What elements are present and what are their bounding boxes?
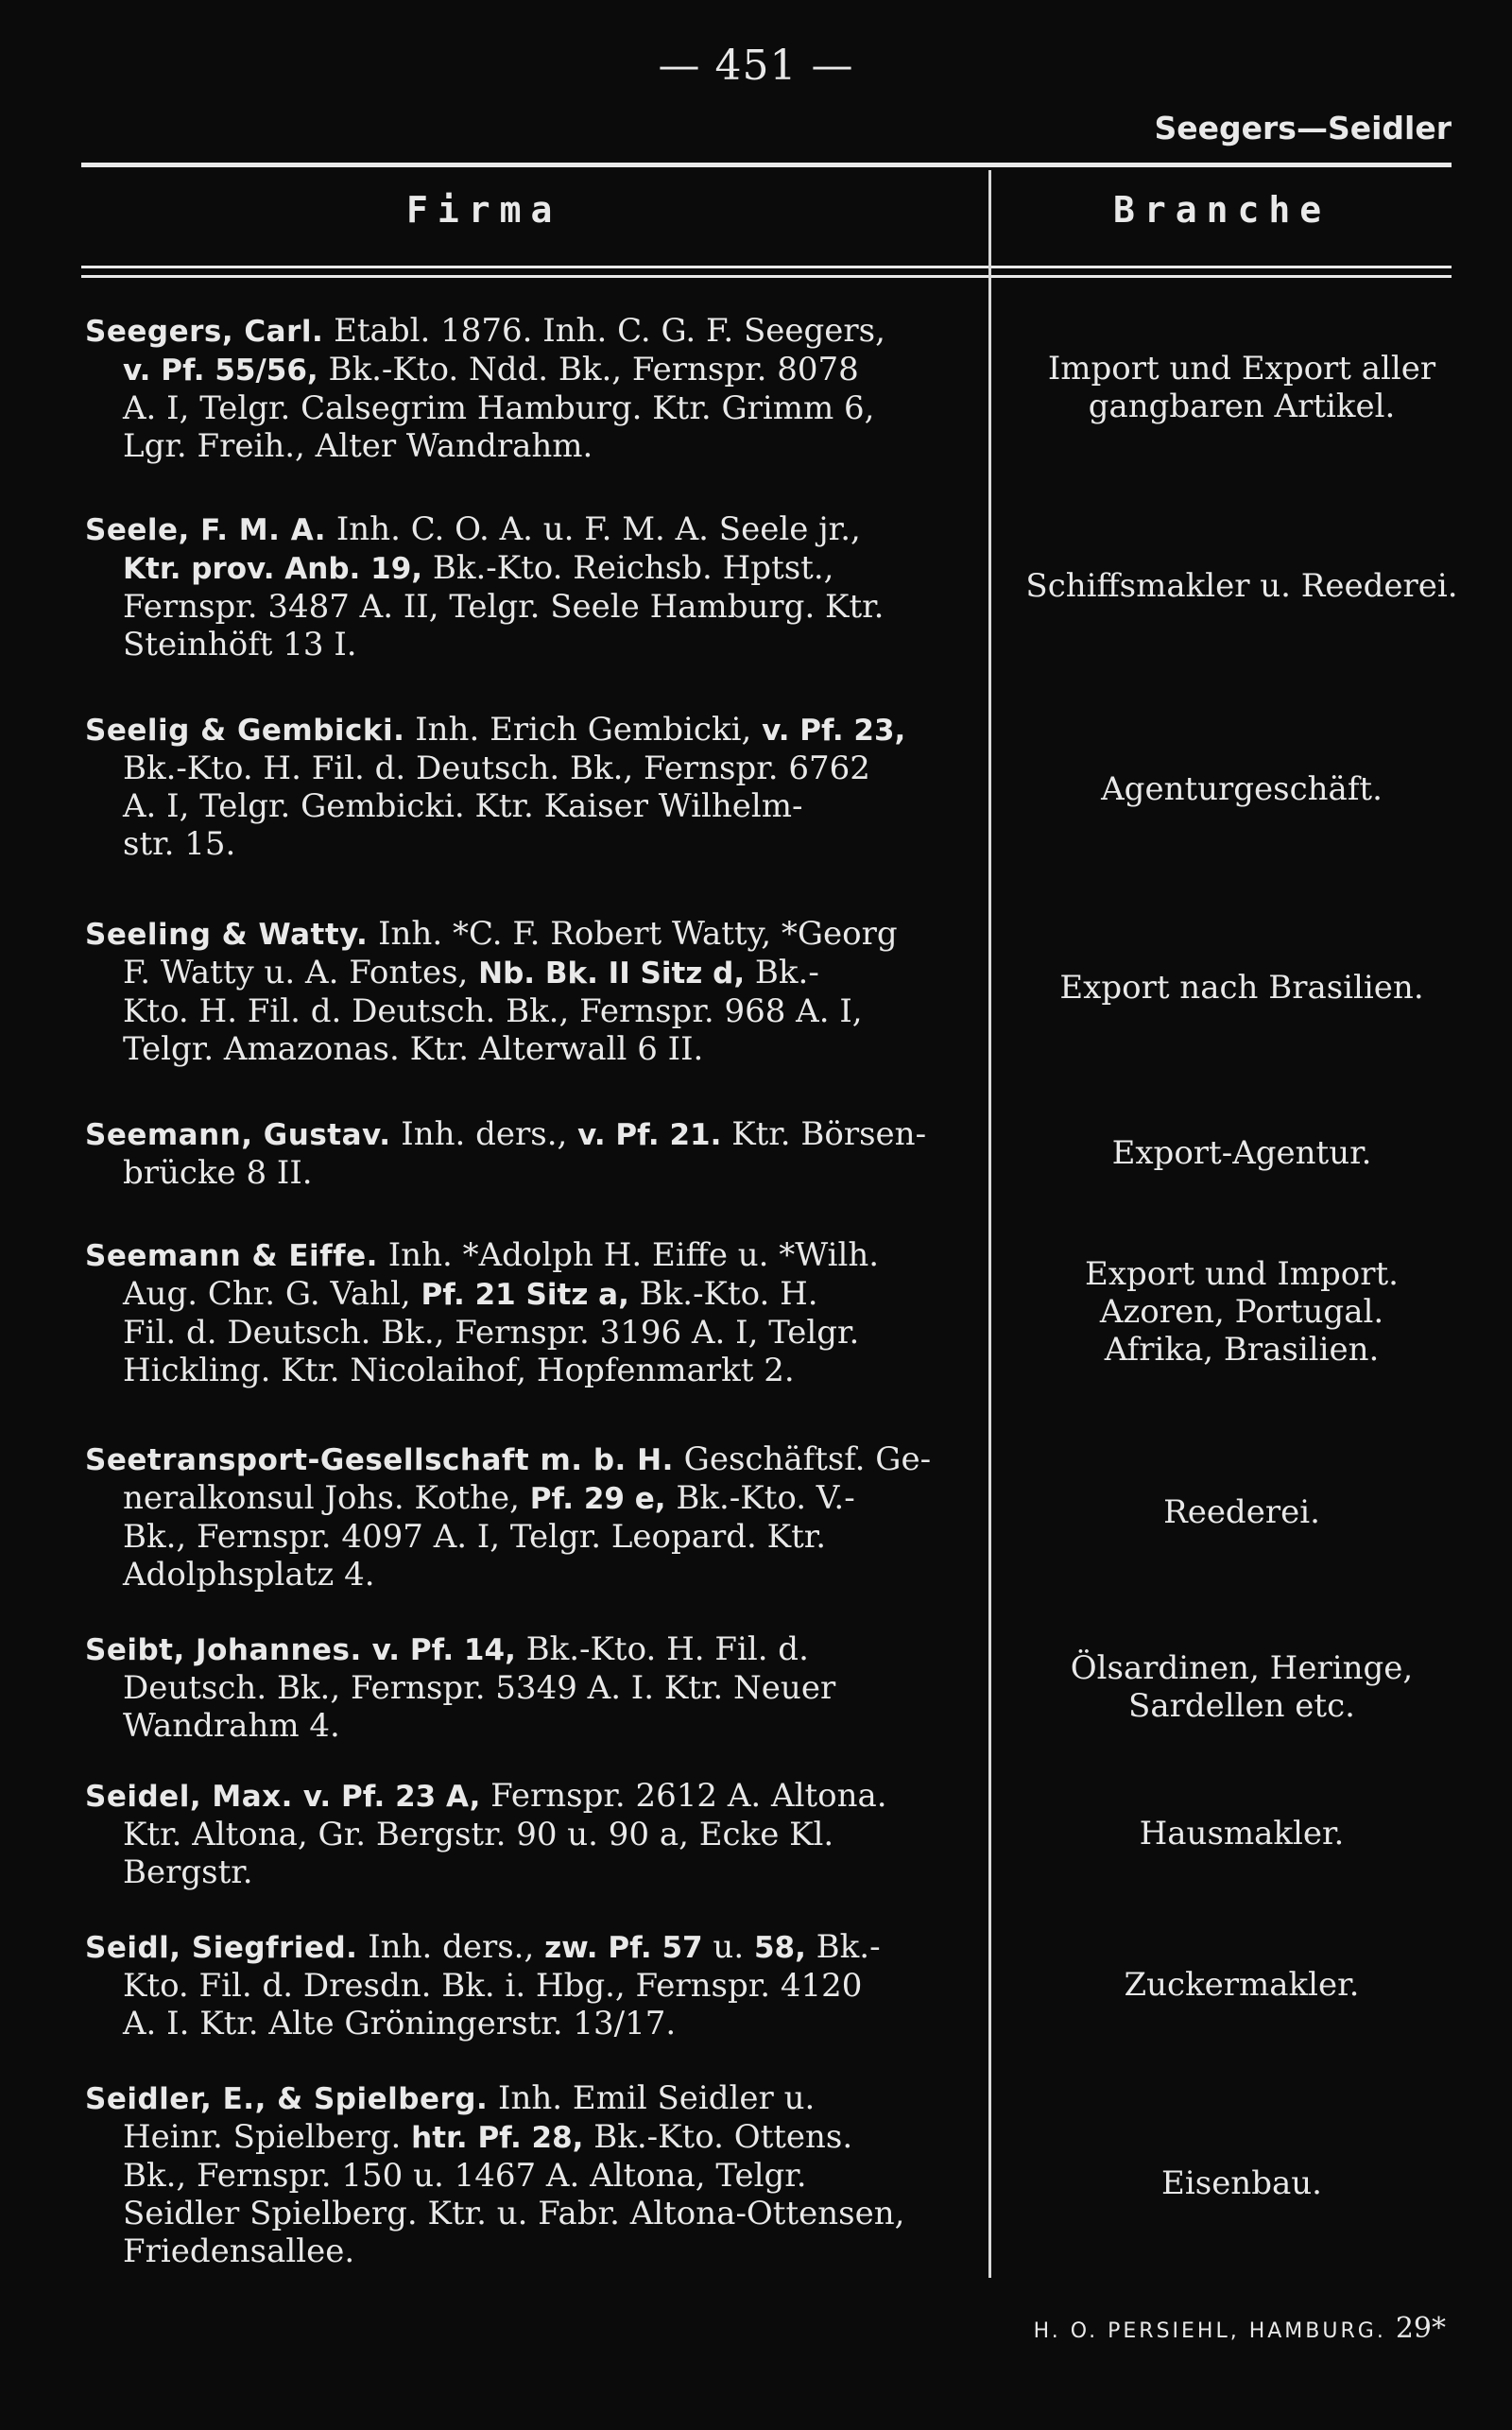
entry-line	[85, 1352, 983, 1389]
branche-line: Afrika, Brasilien.	[1104, 1331, 1380, 1369]
directory-entry	[85, 711, 983, 863]
entry-text: Bergstr.	[123, 1853, 253, 1891]
branche-cell	[1005, 1493, 1478, 1531]
postfach-ref: v. Pf. 23,	[762, 714, 906, 748]
printer-name: H. O. PERSIEHL, HAMBURG.	[1033, 2319, 1386, 2343]
entry-text: Fernspr. 3487 A. II, Telgr. Seele Hamburg. Ktr.	[123, 588, 885, 626]
entry-text: Kto. H. Fil. d. Deutsch. Bk., Fernspr. 968 A. I,	[123, 992, 863, 1030]
column-header-firma: Firma	[406, 189, 562, 231]
branche-cell	[1005, 969, 1478, 1007]
entry-text: Bk.-Kto. Ottens.	[583, 2118, 853, 2156]
entry-text: Inh. Erich Gembicki,	[404, 711, 763, 749]
entry-text: Inh. ders.,	[357, 1928, 545, 1966]
entry-line	[85, 711, 983, 750]
entry-text: Inh. C. O. A. u. F. M. A. Seele jr.,	[326, 510, 861, 548]
directory-entry	[85, 312, 983, 465]
entry-line	[85, 510, 983, 549]
entry-line	[85, 1518, 983, 1556]
entry-line	[85, 954, 983, 992]
firm-name: Seetransport-Gesellschaft m. b. H.	[85, 1443, 674, 1477]
entry-text: Aug. Chr. G. Vahl,	[123, 1275, 421, 1313]
entry-text: Bk.-Kto. Reichsb. Hptst.,	[422, 549, 834, 587]
top-rule	[81, 163, 1452, 167]
entry-line	[85, 1314, 983, 1352]
directory-entry	[85, 1630, 983, 1745]
firm-name: Seidel, Max.	[85, 1780, 293, 1814]
entry-line	[85, 1967, 983, 2005]
firm-name: Seele, F. M. A.	[85, 513, 327, 547]
entry-text: Bk., Fernspr. 150 u. 1467 A. Altona, Telgr.	[123, 2157, 807, 2195]
entry-line	[85, 1777, 983, 1816]
signature-mark: 29*	[1395, 2312, 1446, 2345]
entry-text: Bk.-Kto. V.-	[665, 1479, 855, 1517]
branche-line: Reederei.	[1163, 1493, 1320, 1531]
entry-line	[85, 1236, 983, 1275]
postfach-ref: Pf. 21 Sitz a,	[421, 1278, 629, 1312]
entry-line	[85, 1816, 983, 1853]
entry-text: Bk.-Kto. H.	[628, 1275, 818, 1313]
entry-text: Bk.-	[745, 954, 819, 991]
entry-text: Bk.-Kto. H. Fil. d.	[515, 1630, 809, 1668]
entry-text: Bk., Fernspr. 4097 A. I, Telgr. Leopard. Ktr.	[123, 1518, 827, 1556]
entry-text: Bk.-	[805, 1928, 881, 1966]
branche-cell	[1005, 1134, 1478, 1172]
branche-line: Zuckermakler.	[1124, 1966, 1360, 2004]
branche-line: Import und Export aller	[1047, 350, 1436, 388]
entry-text: Etabl. 1876. Inh. C. G. F. Seegers,	[323, 312, 885, 350]
entry-line	[85, 1115, 983, 1154]
entry-text: brücke 8 II.	[123, 1154, 313, 1192]
entry-text: Ktr. Börsen-	[721, 1115, 927, 1153]
branche-line: Agenturgeschäft.	[1101, 770, 1383, 808]
postfach-ref: htr. Pf. 28,	[411, 2121, 584, 2155]
entry-line	[85, 1275, 983, 1314]
branche-line: Schiffsmakler u. Reederei.	[1025, 567, 1458, 605]
directory-entry	[85, 1115, 983, 1192]
header-rule	[81, 266, 1452, 268]
entry-text: Inh. *Adolph H. Eiffe u. *Wilh.	[377, 1236, 880, 1274]
directory-entry	[85, 510, 983, 664]
firm-name: Seidler, E., & Spielberg.	[85, 2082, 489, 2116]
branche-line: Export und Import.	[1085, 1255, 1399, 1293]
entry-line	[85, 2157, 983, 2195]
entry-text: Deutsch. Bk., Fernspr. 5349 A. I. Ktr. Neuer	[123, 1669, 836, 1707]
postfach-ref: zw. Pf. 57	[544, 1931, 703, 1965]
entry-line	[85, 1556, 983, 1594]
entry-text: str. 15.	[123, 825, 236, 863]
column-divider	[988, 170, 991, 2278]
page-number: — 451 —	[658, 42, 854, 90]
directory-entry	[85, 1928, 983, 2042]
running-head: Seegers—Seidler	[1154, 110, 1452, 146]
entry-text: Kto. Fil. d. Dresdn. Bk. i. Hbg., Fernspr. 4120	[123, 1967, 863, 2005]
entry-line	[85, 1853, 983, 1891]
entry-text: A. I. Ktr. Alte Gröningerstr. 13/17.	[123, 2005, 677, 2042]
entry-line	[85, 1630, 983, 1669]
branche-cell	[1005, 1255, 1478, 1369]
entry-line	[85, 2118, 983, 2157]
firm-name: Seegers, Carl.	[85, 315, 324, 349]
entry-text: Seidler Spielberg. Ktr. u. Fabr. Altona-Ottensen,	[123, 2195, 905, 2232]
firm-name: Seibt, Johannes.	[85, 1633, 362, 1667]
entry-text: Ktr. Altona, Gr. Bergstr. 90 u. 90 a, Ecke Kl.	[123, 1816, 834, 1853]
entry-text: Inh. Emil Seidler u.	[488, 2079, 816, 2117]
directory-entry	[85, 1777, 983, 1891]
entry-line	[85, 1928, 983, 1967]
entry-line	[85, 549, 983, 588]
firm-name: Seidl, Siegfried.	[85, 1931, 358, 1965]
postfach-ref: v. Pf. 23 A,	[302, 1780, 481, 1814]
entry-line	[85, 915, 983, 954]
entry-line	[85, 2232, 983, 2270]
entry-text	[293, 1777, 303, 1815]
entry-line	[85, 825, 983, 863]
postfach-ref: Nb. Bk. II Sitz d,	[478, 956, 746, 991]
branche-cell	[1005, 1815, 1478, 1853]
entry-line	[85, 427, 983, 465]
entry-text: Steinhöft 13 I.	[123, 626, 357, 664]
branche-cell	[1005, 350, 1478, 425]
branche-line: gangbaren Artikel.	[1088, 388, 1396, 425]
entry-line	[85, 626, 983, 664]
entry-text: Fil. d. Deutsch. Bk., Fernspr. 3196 A. I, Telgr.	[123, 1314, 860, 1352]
entry-text: Heinr. Spielberg.	[123, 2118, 412, 2156]
postfach-ref: 58,	[753, 1931, 806, 1965]
column-header-branche: Branche	[1113, 189, 1332, 231]
header-rule	[81, 275, 1452, 278]
entry-line	[85, 992, 983, 1030]
entry-text: Bk.-Kto. Ndd. Bk., Fernspr. 8078	[318, 351, 859, 388]
entry-line	[85, 2079, 983, 2118]
entry-text: Fernspr. 2612 A. Altona.	[480, 1777, 887, 1815]
entry-line	[85, 312, 983, 351]
entry-text: Wandrahm 4.	[123, 1707, 340, 1745]
entry-line	[85, 1154, 983, 1192]
entry-text: F. Watty u. A. Fontes,	[123, 954, 479, 991]
entry-line	[85, 787, 983, 825]
branche-line: Hausmakler.	[1139, 1815, 1345, 1853]
postfach-ref: Pf. 29 e,	[529, 1482, 666, 1516]
postfach-ref: Ktr. prov. Anb. 19,	[123, 552, 423, 586]
branche-cell	[1005, 567, 1478, 605]
branche-line: Azoren, Portugal.	[1099, 1293, 1384, 1331]
entry-text: Adolphsplatz 4.	[123, 1556, 375, 1594]
entry-line	[85, 1669, 983, 1707]
entry-line	[85, 588, 983, 626]
entry-text	[362, 1630, 372, 1668]
postfach-ref: v. Pf. 21.	[577, 1118, 722, 1152]
entry-line	[85, 1030, 983, 1068]
branche-line: Export-Agentur.	[1111, 1134, 1372, 1172]
firm-name: Seeling & Watty.	[85, 918, 369, 952]
entry-line	[85, 750, 983, 787]
directory-entry	[85, 915, 983, 1068]
entry-text: neralkonsul Johs. Kothe,	[123, 1479, 530, 1517]
directory-entry	[85, 1440, 983, 1594]
firm-name: Seemann, Gustav.	[85, 1118, 391, 1152]
entry-text: A. I, Telgr. Calsegrim Hamburg. Ktr. Grimm 6,	[123, 389, 875, 427]
entry-text: Inh. ders.,	[390, 1115, 578, 1153]
directory-entry	[85, 1236, 983, 1389]
postfach-ref: v. Pf. 14,	[371, 1633, 516, 1667]
branche-cell	[1005, 1966, 1478, 2004]
branche-line: Ölsardinen, Heringe,	[1070, 1649, 1414, 1687]
branche-cell	[1005, 2164, 1478, 2202]
entry-line	[85, 2005, 983, 2042]
entry-text: Friedensallee.	[123, 2232, 355, 2270]
entry-line	[85, 1440, 983, 1479]
entry-text: Hickling. Ktr. Nicolaihof, Hopfenmarkt 2.	[123, 1352, 795, 1389]
entry-text: Geschäftsf. Ge-	[673, 1440, 932, 1478]
entry-line	[85, 389, 983, 427]
entry-text: Bk.-Kto. H. Fil. d. Deutsch. Bk., Fernspr. 6762	[123, 750, 870, 787]
postfach-ref: v. Pf. 55/56,	[123, 353, 318, 388]
printer-imprint	[1034, 2312, 1446, 2345]
branche-cell	[1005, 770, 1478, 808]
branche-line: Sardellen etc.	[1128, 1687, 1355, 1725]
entry-line	[85, 1707, 983, 1745]
entry-line	[85, 1479, 983, 1518]
entry-line	[85, 2195, 983, 2232]
entry-text: A. I, Telgr. Gembicki. Ktr. Kaiser Wilhelm-	[123, 787, 803, 825]
branche-line: Export nach Brasilien.	[1059, 969, 1424, 1007]
branche-line: Eisenbau.	[1161, 2164, 1322, 2202]
firm-name: Seelig & Gembicki.	[85, 714, 405, 748]
branche-cell	[1005, 1649, 1478, 1725]
directory-entry	[85, 2079, 983, 2270]
entry-line	[85, 351, 983, 389]
entry-text: Telgr. Amazonas. Ktr. Alterwall 6 II.	[123, 1030, 704, 1068]
entry-text: Inh. *C. F. Robert Watty, *Georg	[368, 915, 898, 953]
entry-text: u.	[702, 1928, 754, 1966]
entry-text: Lgr. Freih., Alter Wandrahm.	[123, 427, 593, 465]
firm-name: Seemann & Eiffe.	[85, 1239, 378, 1273]
